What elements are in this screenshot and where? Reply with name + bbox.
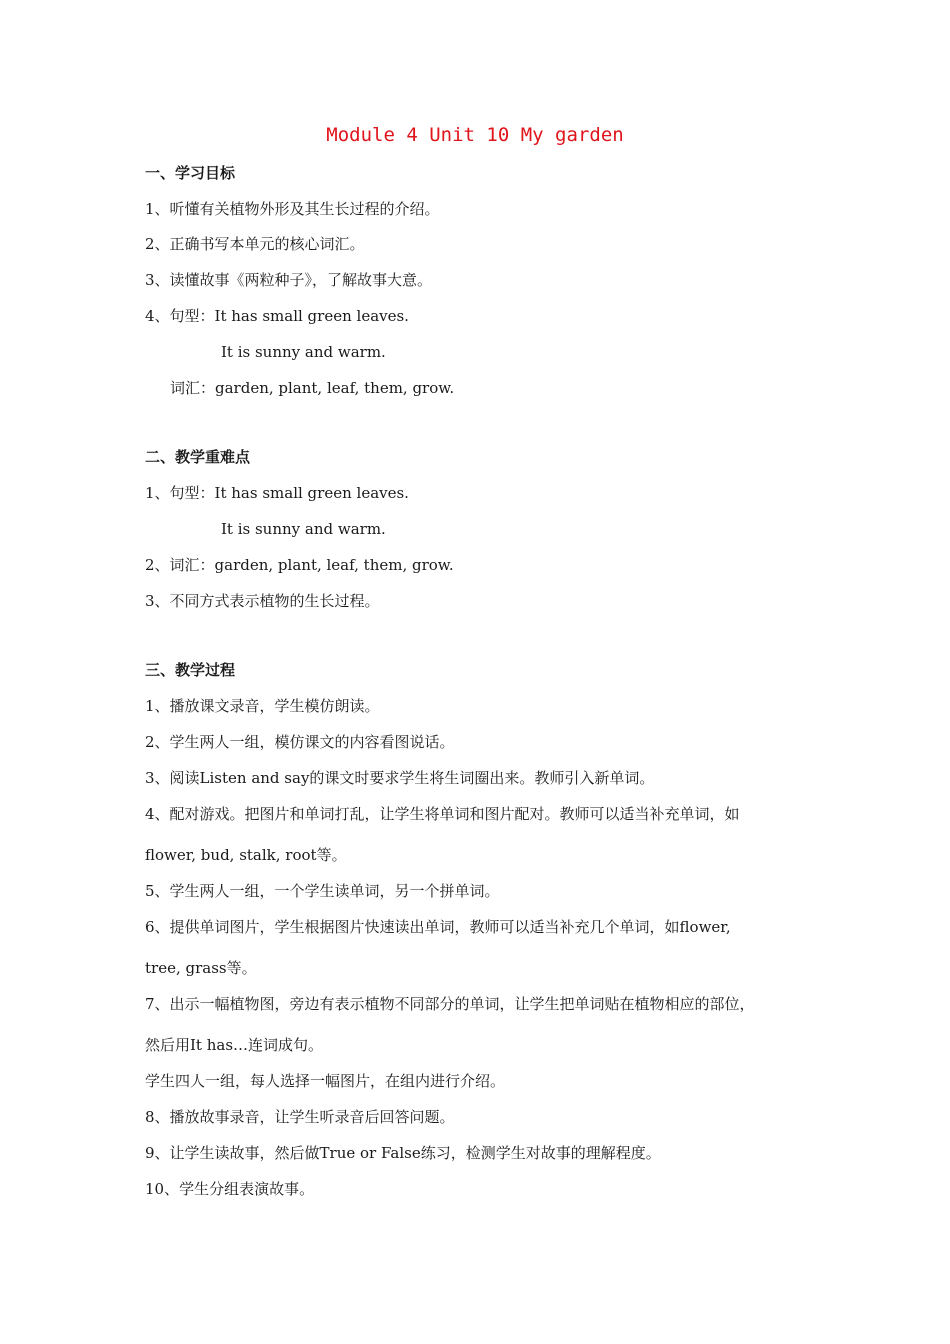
- goal-item-4-vocabulary: 词汇：garden, plant, leaf, them, grow.: [170, 379, 455, 397]
- process-step-10: 10、学生分组表演故事。: [145, 1180, 315, 1198]
- key-point-1: 1、句型：It has small green leaves.: [145, 484, 409, 502]
- process-step-2: 2、学生两人一组，模仿课文的内容看图说话。: [145, 733, 455, 751]
- process-step-7-group-note: 学生四人一组，每人选择一幅图片，在组内进行介绍。: [145, 1072, 506, 1090]
- key-point-1-sentence-2: It is sunny and warm.: [221, 520, 386, 538]
- process-step-4: 4、配对游戏。把图片和单词打乱，让学生将单词和图片配对。教师可以适当补充单词，如: [145, 805, 740, 823]
- process-step-6-continued: tree, grass等。: [145, 959, 257, 977]
- section-heading-goals: 一、学习目标: [145, 164, 236, 182]
- goal-item-2: 2、正确书写本单元的核心词汇。: [145, 235, 365, 253]
- process-step-9: 9、让学生读故事，然后做True or False练习，检测学生对故事的理解程度。: [145, 1144, 661, 1162]
- key-point-3: 3、不同方式表示植物的生长过程。: [145, 592, 380, 610]
- process-step-8: 8、播放故事录音，让学生听录音后回答问题。: [145, 1108, 455, 1126]
- process-step-1: 1、播放课文录音，学生模仿朗读。: [145, 697, 380, 715]
- process-step-5: 5、学生两人一组，一个学生读单词，另一个拼单词。: [145, 882, 500, 900]
- process-step-6: 6、提供单词图片，学生根据图片快速读出单词，教师可以适当补充几个单词，如flower,: [145, 918, 731, 936]
- key-point-2: 2、词汇：garden, plant, leaf, them, grow.: [145, 556, 454, 574]
- process-step-7: 7、出示一幅植物图，旁边有表示植物不同部分的单词，让学生把单词贴在植物相应的部位，: [145, 995, 755, 1013]
- goal-item-4: 4、句型：It has small green leaves.: [145, 307, 409, 325]
- goal-item-4-sentence-2: It is sunny and warm.: [221, 343, 386, 361]
- process-step-3: 3、阅读Listen and say的课文时要求学生将生词圈出来。教师引入新单词。: [145, 769, 655, 787]
- goal-item-1: 1、听懂有关植物外形及其生长过程的介绍。: [145, 200, 440, 218]
- process-step-4-continued: flower, bud, stalk, root等。: [145, 846, 347, 864]
- section-heading-process: 三、教学过程: [145, 661, 236, 679]
- goal-item-3: 3、读懂故事《两粒种子》，了解故事大意。: [145, 271, 433, 289]
- section-heading-key-points: 二、教学重难点: [145, 448, 251, 466]
- process-step-7-continued: 然后用It has…连词成句。: [145, 1036, 324, 1054]
- page-title: Module 4 Unit 10 My garden: [326, 124, 624, 146]
